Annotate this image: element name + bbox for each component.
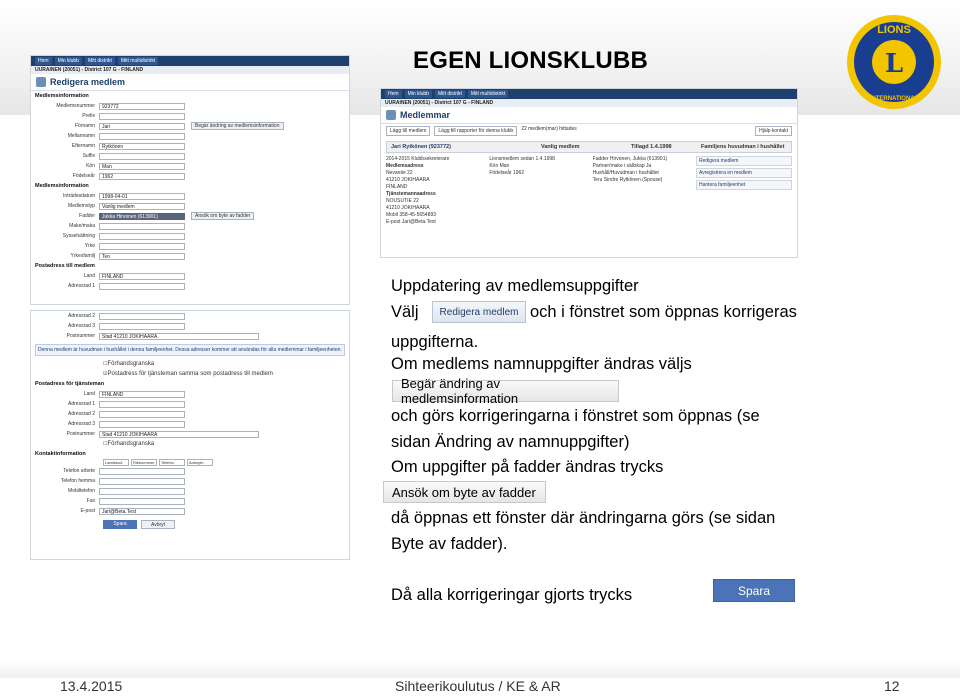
checkbox-row[interactable]: ☑ Postadress för tjänsteman samma som postadress till medlem <box>103 371 273 377</box>
form-row: E-post Jari@Beta.Test <box>31 506 349 516</box>
form-row: Adressrad 1 <box>31 399 349 409</box>
details-col-sponsor: Fadder Hirvonen, Jukka (613901) Partner/make i sällskap Ja Hushåll/Huvudman i hushållet Teru Sindre Rytkönen (Spouse) <box>592 156 668 183</box>
pencil-icon <box>36 77 46 87</box>
logo-letter: L <box>884 49 904 79</box>
form-row: Mobiltelefon <box>31 486 349 496</box>
select-input[interactable]: FINLAND <box>99 391 185 398</box>
members-list-screenshot <box>380 88 798 258</box>
select-input[interactable]: Man <box>99 163 185 170</box>
screen-header <box>31 74 349 91</box>
sponsor-field: Jukka Hirvonen (613901) <box>99 213 185 220</box>
form-row: Förnamn Jari Begär ändring av medlemsinformation <box>31 121 349 131</box>
footer-center: Sihteerikoulutus / KE & AR <box>395 678 561 694</box>
request-change-button[interactable]: Begär ändring av medlemsinformation <box>191 122 284 130</box>
details-col-member: Lionsmedlem sedan 1.4.1998 Kön Man Födelseår 1962 <box>489 156 555 176</box>
lions-logo-icon <box>840 12 948 112</box>
toolbar <box>381 124 797 138</box>
text-input[interactable] <box>99 133 185 140</box>
logo-top-text: LIONS <box>877 24 911 36</box>
form-row: Yrke <box>31 241 349 251</box>
text-line: sidan Ändring av namnuppgifter) <box>391 433 630 451</box>
text-line: då öppnas ett fönster där ändringarna görs (se sidan <box>391 509 776 527</box>
form-row: Adressrad 2 <box>31 311 349 321</box>
screen-title: Medlemmar <box>400 110 451 120</box>
cancel-button-mini[interactable]: Avbryt <box>141 520 175 529</box>
text-line: och görs korrigeringarna i fönstret som öppnas (se <box>391 407 760 425</box>
form-row: Mellannamn <box>31 131 349 141</box>
text-input[interactable] <box>99 488 185 495</box>
help-select[interactable]: Hjälp kontakt <box>755 126 792 136</box>
text-input[interactable] <box>99 153 185 160</box>
form-row: Land FINLAND <box>31 271 349 281</box>
form-row: Efternamn Rytkönen <box>31 141 349 151</box>
text-line: Om medlems namnuppgifter ändras väljs <box>391 355 692 373</box>
text-line: Då alla korrigeringar gjorts trycks <box>391 586 633 604</box>
nav-bar <box>31 56 349 66</box>
logo-bottom-text: INTERNATIONAL <box>869 96 919 102</box>
nav-item[interactable]: Mitt distrikt <box>85 57 115 65</box>
text-input[interactable]: Stad 41210 JOKIHAARA <box>99 431 259 438</box>
text-input[interactable] <box>99 323 185 330</box>
select-input[interactable]: 1962 <box>99 173 185 180</box>
text-input[interactable] <box>99 401 185 408</box>
form-row: Yrkesfamilj Teo <box>31 251 349 261</box>
member-details <box>381 153 797 229</box>
reports-select[interactable]: Lägg till rapporter för denna klubb <box>434 126 517 136</box>
text-line: Byte av fadder). <box>391 535 508 553</box>
sponsor-change-button[interactable]: Ansök om byte av fadder <box>191 212 254 220</box>
text-input[interactable] <box>99 113 185 120</box>
text-line: uppgifterna. <box>391 333 479 351</box>
text-input[interactable] <box>99 223 185 230</box>
details-col-address: 2014-2015 Klubbsekreterare Medlemsadress Nevantie 22 41210 JOKIHAARA FINLAND Tjänstemannaadress NOUSUTIE 22 41210 JOKIHAARA Mobil 358-45-5654893 E-post Jari@Beta.Test <box>386 156 450 225</box>
text-input[interactable] <box>99 313 185 320</box>
text-input[interactable]: Stad 41210 JOKIHAARA <box>99 333 259 340</box>
text-input[interactable]: Jari <box>99 123 185 130</box>
text-input[interactable] <box>99 233 185 240</box>
manage-family-link[interactable]: Hantera familjeenhet <box>696 180 792 190</box>
email-field[interactable]: Jari@Beta.Test <box>99 508 185 515</box>
page-title: EGEN LIONSKLUBB <box>413 47 649 74</box>
checkbox-label: Förhandsgranska <box>107 361 155 367</box>
form-row: Land FINLAND <box>31 389 349 399</box>
nav-item[interactable]: Hem <box>385 90 402 98</box>
text-input[interactable] <box>99 478 185 485</box>
checkbox-label: Postadress för tjänsteman samma som postadress till medlem <box>107 371 273 377</box>
nav-item[interactable]: Min klubb <box>405 90 432 98</box>
save-button[interactable]: Spara <box>713 579 795 602</box>
form-row: Postnummer Stad 41210 JOKIHAARA <box>31 429 349 439</box>
action-links <box>696 156 792 226</box>
members-icon <box>386 110 396 120</box>
form-row: Prefix <box>31 111 349 121</box>
form-row: Kön Man <box>31 161 349 171</box>
form-row: Fadder Jukka Hirvonen (613901) Ansök om byte av fadder <box>31 211 349 221</box>
form-row: Suffix <box>31 151 349 161</box>
form-row: Telefon hemma <box>31 476 349 486</box>
form-row: Adressrad 2 <box>31 409 349 419</box>
text-input[interactable]: Rytkönen <box>99 143 185 150</box>
household-notice: Denna medlem är huvudman i hushållet i denna familjeenhet. Dessa adresser kommer att användas för alla medlemmar i familjeenheten. <box>35 344 345 356</box>
text-input[interactable] <box>99 498 185 505</box>
text-line: och i fönstret som öppnas korrigeras <box>530 303 797 321</box>
form-row: Postnummer Stad 41210 JOKIHAARA <box>31 331 349 341</box>
footer-band <box>0 660 960 678</box>
form-row: Medlemsnummer 923772 <box>31 101 349 111</box>
nav-bar <box>381 89 797 99</box>
nav-item[interactable]: Min klubb <box>55 57 82 65</box>
section-heading: Kontaktinformation <box>35 451 86 457</box>
request-change-info-button[interactable]: Begär ändring av medlemsinformation <box>392 380 619 402</box>
save-button-mini[interactable]: Spara <box>103 520 137 529</box>
form-row: Sysselsättning <box>31 231 349 241</box>
form-row: Adressrad 1 <box>31 281 349 291</box>
edit-member-link[interactable]: Redigera medlem <box>696 156 792 166</box>
text-input[interactable] <box>99 411 185 418</box>
section-heading: Postadress till medlem <box>35 263 95 269</box>
form-row: Inträdesdatum 1998-04-01 <box>31 191 349 201</box>
club-bar: UURAINEN (20051) - District 107 G - FINLAND <box>31 66 349 74</box>
add-member-button[interactable]: Lägg till medlem <box>386 126 430 136</box>
text-input[interactable] <box>99 421 185 428</box>
text-input[interactable]: Teo <box>99 253 185 260</box>
section-heading: Medlemsinformation <box>35 93 89 99</box>
edit-member-button[interactable]: Redigera medlem <box>432 301 526 323</box>
change-sponsor-button[interactable]: Ansök om byte av fadder <box>383 481 546 503</box>
text-input[interactable] <box>99 283 185 290</box>
footer-date: 13.4.2015 <box>60 678 123 694</box>
text-line: Välj <box>391 303 419 321</box>
nav-item[interactable]: Hem <box>35 57 52 65</box>
nav-item[interactable]: Mitt multidistrikt <box>468 90 508 98</box>
select-input[interactable] <box>99 243 185 250</box>
section-heading: Medlemsinformation <box>35 183 89 189</box>
select-input[interactable]: Vanlig medlem <box>99 203 185 210</box>
phone-header-row: Landskod Riktnummer Telefon Anknytn. <box>31 459 349 466</box>
screen-title: Redigera medlem <box>50 77 126 87</box>
edit-member-screenshot-bottom <box>30 310 350 560</box>
nav-item[interactable]: Mitt multidistrikt <box>118 57 158 65</box>
form-row: Födelseår 1962 <box>31 171 349 181</box>
form-row: Adressrad 3 <box>31 419 349 429</box>
footer-page-number: 12 <box>884 678 900 694</box>
club-bar: UURAINEN (20051) - District 107 G - FINLAND <box>381 99 797 107</box>
screen-header <box>381 107 797 124</box>
result-count: 22 medlem(mar) hittades <box>521 126 577 132</box>
text-line: Uppdatering av medlemsuppgifter <box>391 277 639 295</box>
checkbox-row[interactable]: ☐ Förhandsgranska <box>103 361 155 367</box>
checkbox-label: Förhandsgranska <box>107 441 155 447</box>
text-input[interactable]: 923772 <box>99 103 185 110</box>
form-row: Telefon arbete <box>31 466 349 476</box>
form-row: Medlemstyp Vanlig medlem <box>31 201 349 211</box>
form-row: Fax <box>31 496 349 506</box>
text-input[interactable]: 1998-04-01 <box>99 193 185 200</box>
text-input[interactable] <box>99 468 185 475</box>
deregister-member-link[interactable]: Avregistrera en medlem <box>696 168 792 178</box>
member-row-header[interactable]: Jari Rytkönen (923772) Vanlig medlem Tillagd 1.4.1998 Familjens huvudman i hushållet <box>386 141 792 153</box>
section-heading: Postadress för tjänsteman <box>35 381 105 387</box>
edit-member-screenshot-top <box>30 55 350 305</box>
form-row: Adressrad 3 <box>31 321 349 331</box>
nav-item[interactable]: Mitt distrikt <box>435 90 465 98</box>
select-input[interactable]: FINLAND <box>99 273 185 280</box>
text-line: Om uppgifter på fadder ändras trycks <box>391 458 664 476</box>
form-row: Make/maka <box>31 221 349 231</box>
checkbox-row[interactable]: ☐ Förhandsgranska <box>103 441 155 447</box>
